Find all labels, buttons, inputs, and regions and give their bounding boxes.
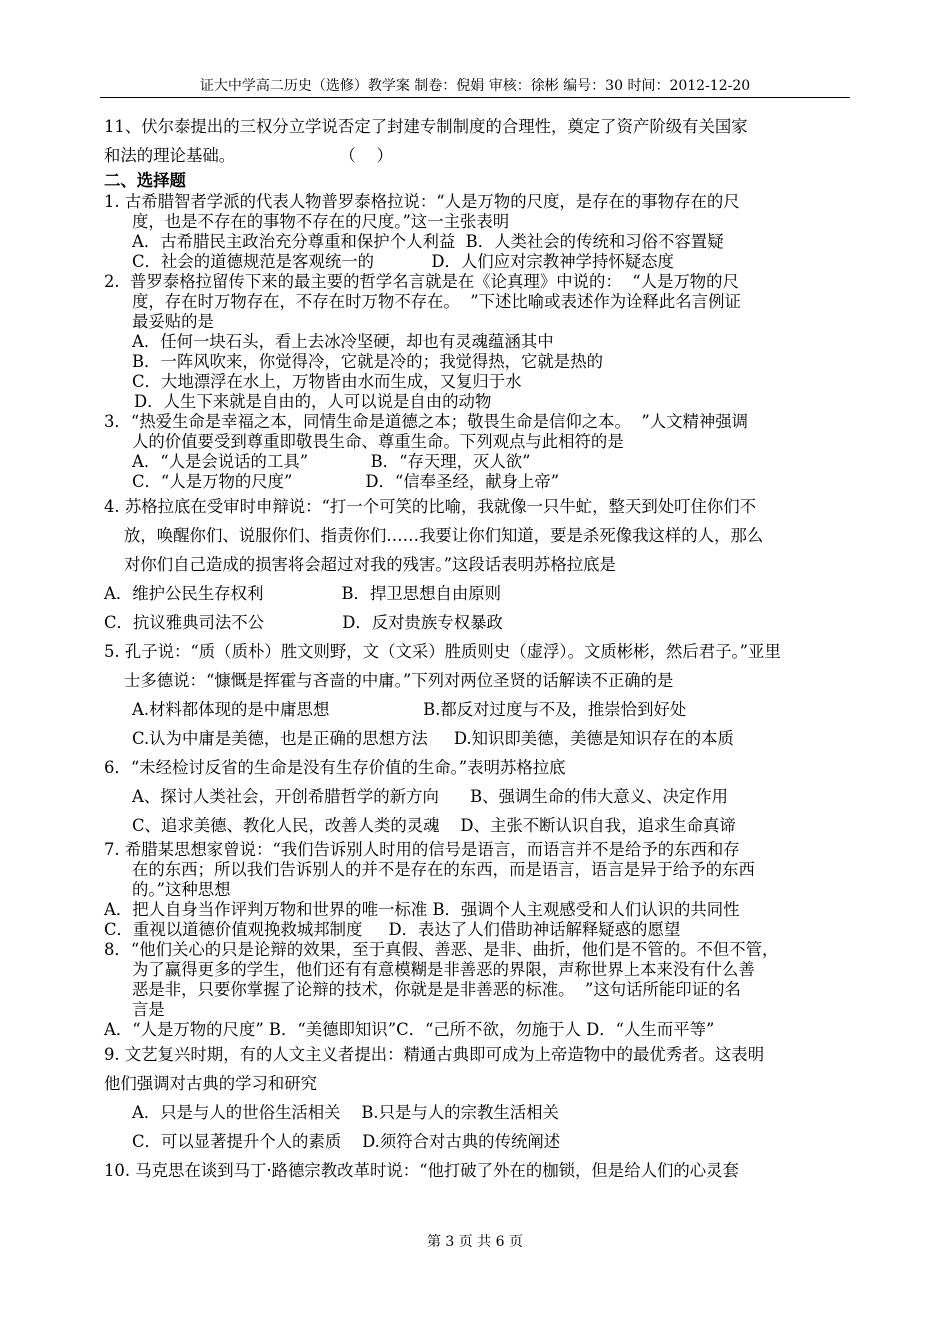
- text-line: 最妥贴的是: [132, 312, 214, 331]
- text-line: A．把人自身当作评判万物和世界的唯一标准 B．强调个人主观感受和人们认识的共同性: [104, 900, 740, 919]
- text-line: C．重视以道德价值观挽救城邦制度 D．表达了人们借助神话解释疑惑的愿望: [104, 920, 681, 939]
- text-line: C．社会的道德规范是客观统一的 D．人们应对宗教神学持怀疑态度: [132, 252, 674, 271]
- text-line: 为了赢得更多的学生，他们还有有意模糊是非善恶的界限，声称世界上本来没有什么善: [132, 960, 755, 979]
- text-line: A.材料都体现的是中庸思想 B.都反对过度与不及，推崇恰到好处: [132, 700, 687, 719]
- text-line: 8．“他们关心的只是论辩的效果，至于真假、善恶、是非、曲折，他们是不管的。不但不管，: [104, 940, 779, 959]
- text-line: A．任何一块石头，看上去冰冷坚硬，却也有灵魂蕴涵其中: [132, 332, 554, 351]
- document-body: [104, 112, 856, 1185]
- text-line: 1. 古希腊智者学派的代表人物普罗泰格拉说：“人是万物的尺度，是存在的事物存在的尺: [104, 192, 740, 211]
- text-line: 10. 马克思在谈到马丁·路德宗教改革时说：“他打破了外在的枷锁，但是给人们的心灵套: [104, 1161, 739, 1180]
- text-line: C．抗议雅典司法不公 D．反对贵族专权暴政: [104, 613, 503, 632]
- text-line: 二、选择题: [104, 171, 186, 190]
- text-line: 言是: [132, 1000, 165, 1019]
- page-header: 证大中学高二历史（选修）教学案 制卷：倪娟 审核：徐彬 编号：30 时间：2012-12-20: [199, 78, 751, 94]
- text-line: 2. 普罗泰格拉留传下来的最主要的哲学名言就是在《论真理》中说的： “人是万物的尺: [104, 272, 739, 291]
- header-divider: [100, 97, 850, 98]
- text-line: 放，唤醒你们、说服你们、指责你们……我要让你们知道，要是杀死像我这样的人，那么: [124, 526, 764, 545]
- text-line: 3．“热爱生命是幸福之本，同情生命是道德之本；敬畏生命是信仰之本。 ”人文精神强调: [104, 412, 749, 431]
- text-line: C．“人是万物的尺度” D．“信奉圣经，献身上帝”: [132, 472, 560, 491]
- text-line: B．一阵风吹来，你觉得冷，它就是冷的；我觉得热，它就是热的: [132, 352, 603, 371]
- text-line: A、探讨人类社会，开创希腊哲学的新方向 B、强调生命的伟大意义、决定作用: [132, 787, 729, 806]
- text-line: 度，也是不存在的事物不存在的尺度。”这一主张表明: [132, 212, 510, 231]
- text-line: A．维护公民生存权利 B．捍卫思想自由原则: [104, 584, 502, 603]
- text-line: D．人生下来就是自由的，人可以说是自由的动物: [134, 392, 492, 411]
- text-line: 的。”这种思想: [132, 880, 231, 899]
- text-line: 对你们自己造成的损害将会超过对我的残害。”这段话表明苏格拉底是: [124, 555, 616, 574]
- text-line: A．只是与人的世俗生活相关 B.只是与人的宗教生活相关: [132, 1103, 559, 1122]
- text-line: 7. 希腊某思想家曾说：“我们告诉别人时用的信号是语言，而语言并不是给予的东西和存: [104, 840, 740, 859]
- page-footer: 第 3 页 共 6 页: [426, 1234, 524, 1250]
- text-line: C．可以显著提升个人的素质 D.须符合对古典的传统阐述: [132, 1132, 561, 1151]
- text-line: 他们强调对古典的学习和研究: [104, 1074, 318, 1093]
- text-line: A．古希腊民主政治充分尊重和保护个人利益 B．人类社会的传统和习俗不容置疑: [132, 232, 724, 251]
- text-line: 在的东西；所以我们告诉别人的并不是存在的东西，而是语言，语言是异于给予的东西: [132, 860, 755, 879]
- text-line: 11、伏尔泰提出的三权分立学说否定了封建专制制度的合理性，奠定了资产阶级有关国家: [104, 117, 748, 136]
- text-line: 恶是非，只要你掌握了论辩的技术，你就是是非善恶的标准。 ”这句话所能印证的名: [132, 980, 741, 999]
- text-line: C、追求美德、教化人民，改善人类的灵魂 D、主张不断认识自我，追求生命真谛: [132, 816, 736, 835]
- text-line: C.认为中庸是美德，也是正确的思想方法 D.知识即美德，美德是知识存在的本质: [132, 729, 734, 748]
- text-line: 和法的理论基础。 （ ）: [104, 146, 393, 165]
- text-line: 4. 苏格拉底在受审时申辩说：“打一个可笑的比喻，我就像一只牛虻，整天到处叮住你们不: [104, 497, 757, 516]
- text-line: A．“人是会说话的工具” B．“存天理，灭人欲”: [132, 452, 531, 471]
- text-line: 9. 文艺复兴时期，有的人文主义者提出：精通古典即可成为上帝造物中的最优秀者。这表明: [104, 1045, 765, 1064]
- text-line: 6．“未经检讨反省的生命是没有生存价值的生命。”表明苏格拉底: [104, 758, 566, 777]
- text-line: 人的价值要受到尊重即敬畏生命、尊重生命。下列观点与此相符的是: [132, 432, 624, 451]
- text-line: 5. 孔子说：“质（质朴）胜文则野，文（文采）胜质则史（虚浮）。文质彬彬，然后君子。”亚里: [104, 642, 781, 661]
- text-line: C．大地漂浮在水上，万物皆由水而生成，又复归于水: [132, 372, 522, 391]
- text-line: 士多德说：“慷慨是挥霍与吝啬的中庸。”下列对两位圣贤的话解读不正确的是: [124, 671, 674, 690]
- text-line: A．“人是万物的尺度” B．“美德即知识”C．“己所不欲，勿施于人 D．“人生而平等”: [104, 1020, 715, 1039]
- text-line: 度，存在时万物存在，不存在时万物不存在。 ”下述比喻或表述作为诠释此名言例证: [132, 292, 741, 311]
